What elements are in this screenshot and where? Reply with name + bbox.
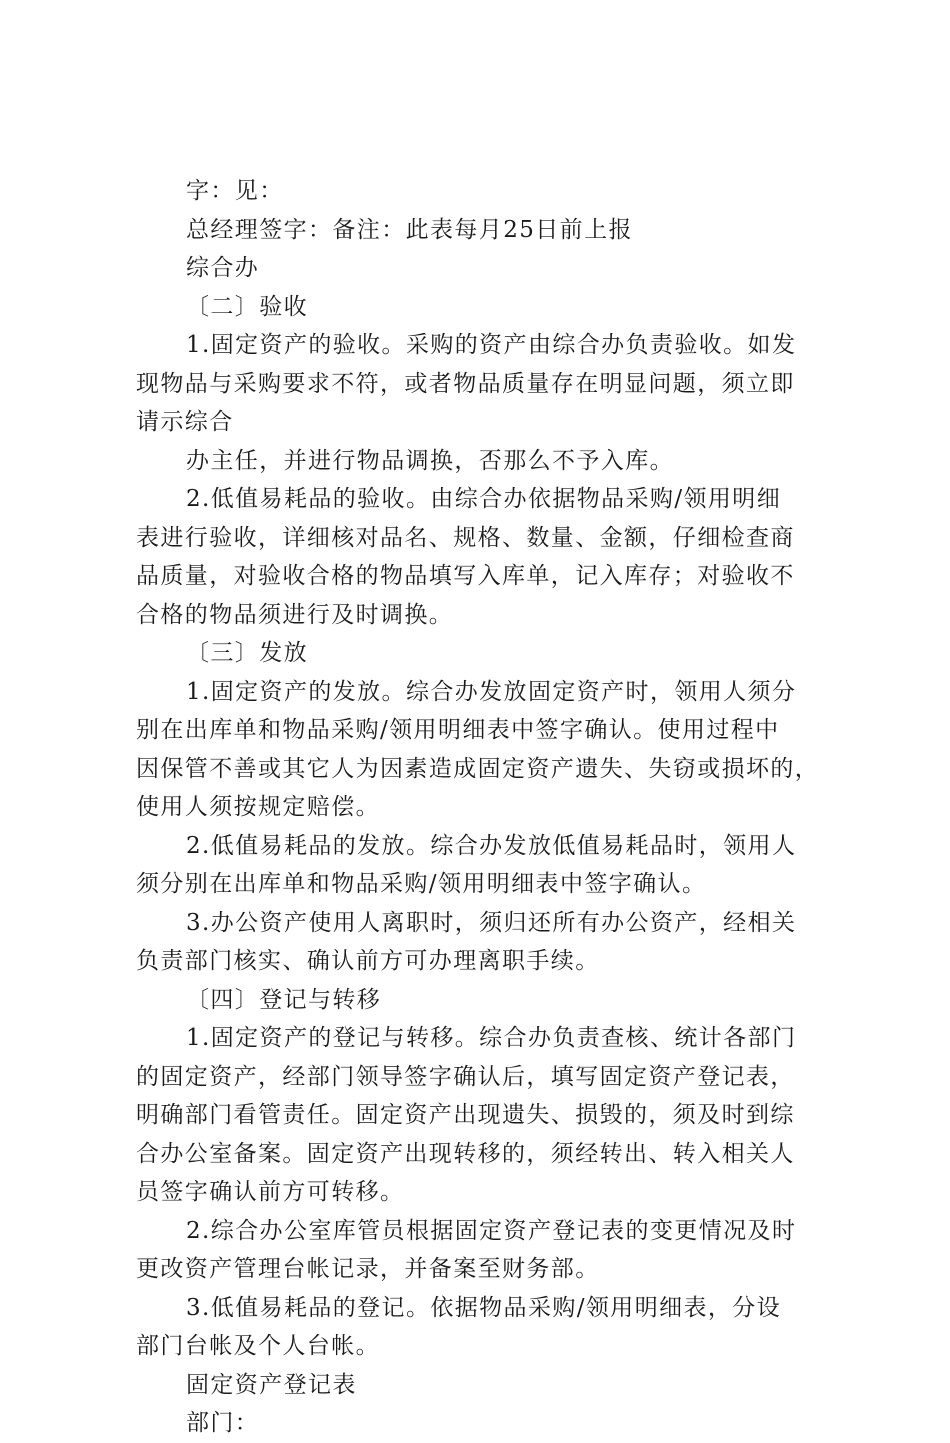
text-line: 现物品与采购要求不符，或者物品质量存在明显问题，须立即	[136, 370, 795, 397]
text-line: 1.固定资产的验收。采购的资产由综合办负责验收。如发	[186, 332, 797, 358]
form-title: 固定资产登记表	[186, 1371, 357, 1398]
text-line: 2.低值易耗品的验收。由综合办依据物品采购/领用明细	[186, 486, 782, 512]
text-line: 1.固定资产的发放。综合办发放固定资产时，领用人须分	[186, 678, 797, 705]
text-line: 2.低值易耗品的发放。综合办发放低值易耗品时，领用人	[186, 832, 797, 859]
text-line: 表进行验收，详细核对品名、规格、数量、金额，仔细检查商	[136, 524, 795, 551]
text-line: 综合办	[186, 255, 260, 281]
text-line: 请示综合	[136, 409, 234, 435]
section-heading: 〔二〕验收	[186, 293, 308, 320]
text-line: 字：见：	[186, 178, 284, 204]
text-line: 部门台帐及个人台帐。	[136, 1333, 380, 1359]
form-field-label: 部门：	[186, 1410, 260, 1436]
text-line: 3.办公资产使用人离职时，须归还所有办公资产，经相关	[186, 909, 797, 936]
text-line: 的固定资产，经部门领导签字确认后，填写固定资产登记表，	[136, 1063, 795, 1090]
text-line: 负责部门核实、确认前方可办理离职手续。	[136, 948, 600, 974]
text-line: 1.固定资产的登记与转移。综合办负责查核、统计各部门	[186, 1025, 797, 1051]
text-line: 合办公室备案。固定资产出现转移的，须经转出、转入相关人	[136, 1140, 795, 1167]
text-line: 办主任，并进行物品调换，否那么不予入库。	[186, 447, 674, 474]
text-line: 明确部门看管责任。固定资产出现遗失、损毁的，须及时到综	[136, 1102, 795, 1128]
text-line: 须分别在出库单和物品采购/领用明细表中签字确认。	[136, 871, 707, 897]
text-line: 总经理签字：备注：此表每月25日前上报	[186, 216, 633, 243]
text-line: 品质量，对验收合格的物品填写入库单，记入库存；对验收不	[136, 563, 795, 589]
text-line: 更改资产管理台帐记录，并备案至财务部。	[136, 1256, 600, 1282]
text-line: 使用人须按规定赔偿。	[136, 794, 380, 820]
text-line: 员签字确认前方可转移。	[136, 1179, 405, 1205]
text-line: 别在出库单和物品采购/领用明细表中签字确认。使用过程中	[136, 717, 780, 743]
text-line: 合格的物品须进行及时调换。	[136, 601, 454, 628]
document-body	[136, 172, 836, 1443]
section-heading: 〔三〕发放	[186, 640, 308, 666]
text-line: 2.综合办公室库管员根据固定资产登记表的变更情况及时	[186, 1217, 797, 1244]
text-line: 3.低值易耗品的登记。依据物品采购/领用明细表，分设	[186, 1294, 782, 1321]
text-line: 因保管不善或其它人为因素造成固定资产遗失、失窃或损坏的，	[136, 755, 820, 782]
section-heading: 〔四〕登记与转移	[186, 986, 382, 1013]
